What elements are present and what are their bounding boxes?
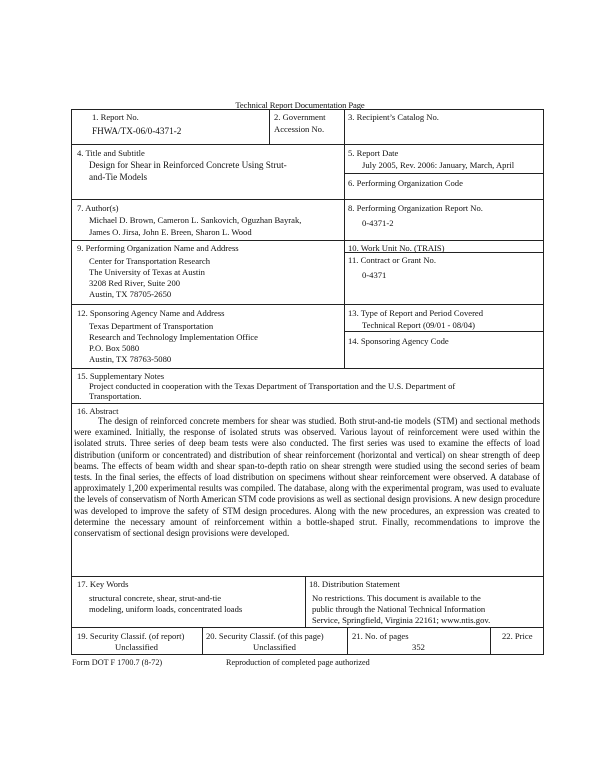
reproduction-note: Reproduction of completed page authorized <box>226 658 370 667</box>
divider <box>71 199 544 200</box>
supplementary-notes-text: Transportation. <box>89 391 142 401</box>
distribution-statement-line: No restrictions. This document is available to the <box>312 593 481 603</box>
divider <box>344 331 544 332</box>
report-type-label: 13. Type of Report and Period Covered <box>348 308 484 318</box>
report-date-label: 5. Report Date <box>348 148 399 158</box>
authors-value: James O. Jirsa, John E. Breen, Sharon L. Wood <box>89 227 252 237</box>
divider <box>305 576 306 627</box>
key-words-label: 17. Key Words <box>77 579 129 589</box>
distribution-statement-label: 18. Distribution Statement <box>309 579 400 589</box>
price-label: 22. Price <box>502 631 533 641</box>
divider <box>344 109 345 368</box>
divider <box>71 144 544 145</box>
government-accession-label: 2. Government <box>274 112 326 122</box>
authors-label: 7. Author(s) <box>77 203 119 213</box>
divider <box>71 403 544 404</box>
sponsoring-agency-address-line: P.O. Box 5080 <box>89 343 140 353</box>
distribution-statement-line: Service, Springfield, Virginia 22161; www.ntis.gov. <box>312 615 491 625</box>
sponsoring-agency-address-line: Austin, TX 78763-5080 <box>89 354 172 364</box>
title-value: Design for Shear in Reinforced Concrete Using Strut- <box>89 160 287 170</box>
abstract-text <box>74 416 540 539</box>
num-pages-value: 352 <box>412 642 425 652</box>
security-page-label: 20. Security Classif. (of this page) <box>206 631 324 641</box>
page-title: Technical Report Documentation Page <box>235 100 365 110</box>
authors-value: Michael D. Brown, Cameron L. Sankovich, Oguzhan Bayrak, <box>89 215 302 225</box>
divider <box>71 627 544 628</box>
title-subtitle-label: 4. Title and Subtitle <box>77 148 145 158</box>
security-report-value: Unclassified <box>115 642 158 652</box>
security-report-label: 19. Security Classif. (of report) <box>77 631 185 641</box>
report-no-label: 1. Report No. <box>92 112 139 122</box>
divider <box>490 627 491 655</box>
performing-org-address-line: 3208 Red River, Suite 200 <box>89 278 181 288</box>
work-unit-label: 10. Work Unit No. (TRAIS) <box>348 243 445 253</box>
form-number: Form DOT F 1700.7 (8-72) <box>72 658 163 667</box>
abstract-body: The design of reinforced concrete members for shear was studied. Both strut-and-tie models (STM) and sectional methods were examined. Initially, the response of isolated struts was observed. Various layout of reinforcement were used within the isolated struts. Three series of deep beam tests were also conducted. The first series was used to examine the effects of load distribution (uniform or concentrated) and distribution of shear reinforcement (horizontal and vertical) on shear strength of deep beams. The effects of beam width and shear span-to-depth ratio on shear strength were studied using the second series of beam tests. In the final series, the effects of load distribution on specimens without shear reinforcement were observed. A database of approximately 1,200 experimental results was compiled. The database, along with the experimental program, was used to evaluate the levels of conservatism of North American STM code provisions as well as sectional design provisions. A new design procedure was developed to improve the safety of STM design procedures. Along with the new procedures, an expression was created to determine the necessary amount of reinforcement within a bottle-shaped strut. Finally, recommendations to improve the conservatism of sectional design provisions were developed. <box>74 416 540 539</box>
report-no-value: FHWA/TX-06/0-4371-2 <box>92 126 182 136</box>
performing-org-address-line: The University of Texas at Austin <box>89 267 205 277</box>
supplementary-notes-text: Project conducted in cooperation with the Texas Department of Transportation and the U.S. Department of <box>89 381 456 391</box>
abstract-label: 16. Abstract <box>77 406 119 416</box>
sponsoring-agency-address-line: Research and Technology Implementation Office <box>89 332 258 342</box>
report-date-value: July 2005, Rev. 2006: January, March, April <box>362 160 515 170</box>
sponsoring-agency-address-line: Texas Department of Transportation <box>89 321 214 331</box>
divider <box>344 173 544 174</box>
divider <box>71 240 544 241</box>
num-pages-label: 21. No. of pages <box>352 631 409 641</box>
title-value: and-Tie Models <box>89 172 148 182</box>
divider <box>71 368 544 369</box>
security-page-value: Unclassified <box>253 642 296 652</box>
performing-org-name-label: 9. Performing Organization Name and Address <box>77 243 239 253</box>
divider <box>269 109 270 144</box>
supplementary-notes-label: 15. Supplementary Notes <box>77 371 165 381</box>
performing-org-report-label: 8. Performing Organization Report No. <box>348 203 483 213</box>
performing-org-code-label: 6. Performing Organization Code <box>348 178 463 188</box>
contract-grant-value: 0-4371 <box>362 270 387 280</box>
recipient-catalog-label: 3. Recipient’s Catalog No. <box>348 112 439 122</box>
performing-org-address-line: Austin, TX 78705-2650 <box>89 289 172 299</box>
divider <box>71 304 544 305</box>
performing-org-report-value: 0-4371-2 <box>362 218 394 228</box>
report-type-value: Technical Report (09/01 - 08/04) <box>362 320 475 330</box>
key-words-value: structural concrete, shear, strut-and-tie <box>89 593 222 603</box>
key-words-value: modeling, uniform loads, concentrated loads <box>89 604 243 614</box>
contract-grant-label: 11. Contract or Grant No. <box>348 255 436 265</box>
sponsoring-agency-code-label: 14. Sponsoring Agency Code <box>348 336 449 346</box>
government-accession-label: Accession No. <box>274 124 325 134</box>
divider <box>71 576 544 577</box>
sponsoring-agency-label: 12. Sponsoring Agency Name and Address <box>77 308 225 318</box>
performing-org-address-line: Center for Transportation Research <box>89 256 211 266</box>
distribution-statement-line: public through the National Technical Information <box>312 604 486 614</box>
